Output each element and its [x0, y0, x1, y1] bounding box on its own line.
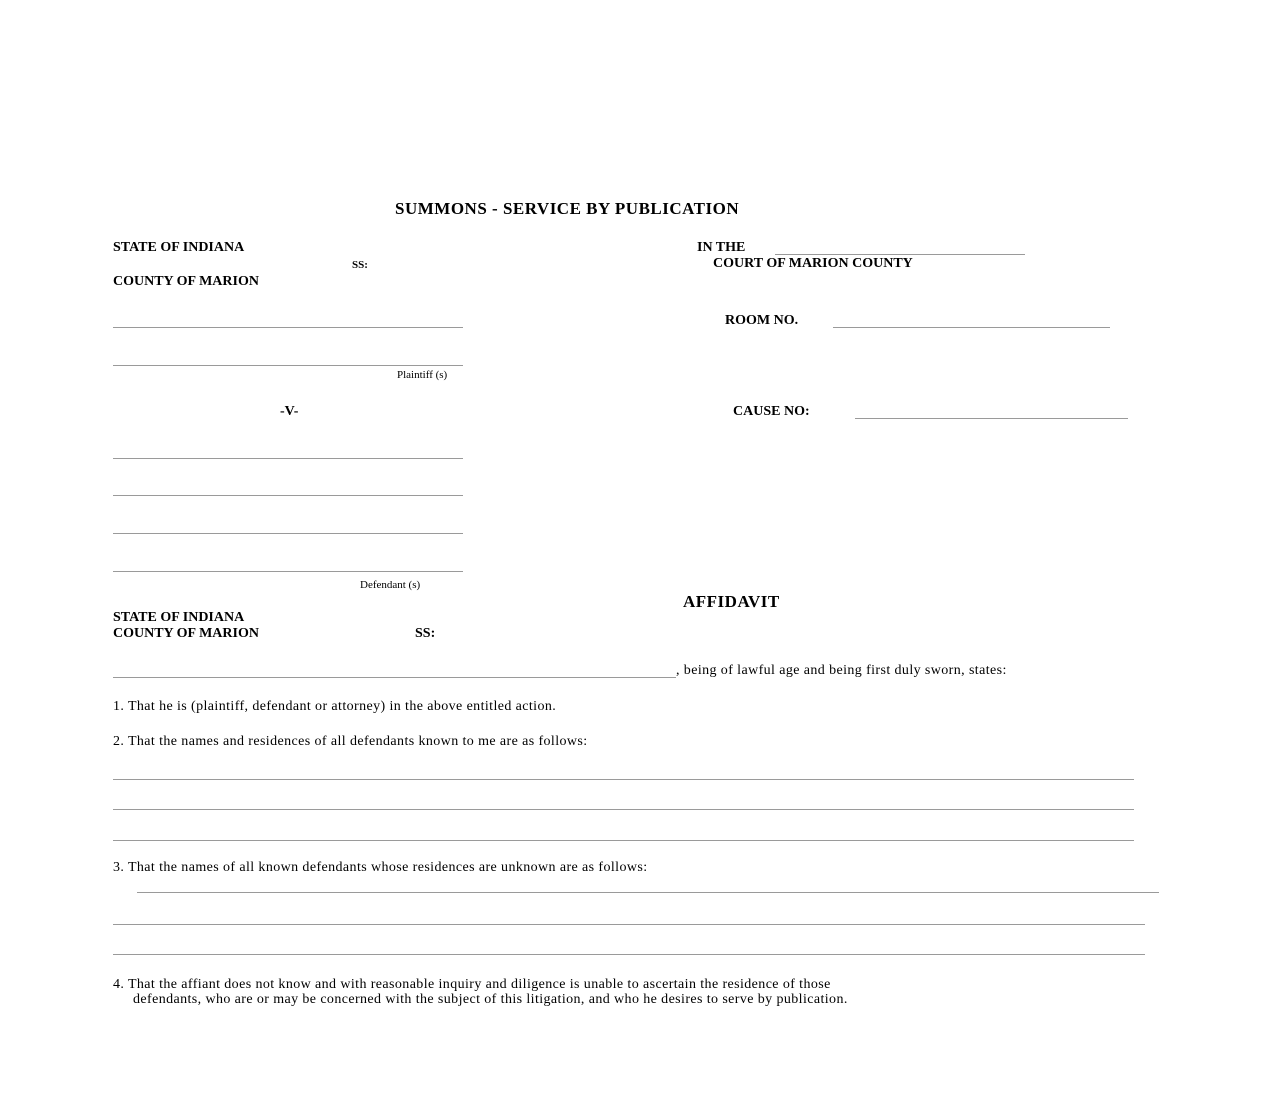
defendant-field-4[interactable]: [113, 571, 463, 572]
unknown-residence-field-2[interactable]: [113, 924, 1145, 925]
sworn-statement: , being of lawful age and being first duly sworn, states:: [676, 663, 1007, 678]
caption-state: STATE OF INDIANA: [113, 240, 245, 255]
item-1: 1. That he is (plaintiff, defendant or attorney) in the above entitled action.: [113, 699, 557, 714]
defendant-field-3[interactable]: [113, 533, 463, 534]
item-2: 2. That the names and residences of all defendants known to me are as follows:: [113, 734, 588, 749]
room-no-label: ROOM NO.: [725, 313, 799, 328]
affidavit-county: COUNTY OF MARION: [113, 626, 259, 641]
defendant-field-1[interactable]: [113, 458, 463, 459]
in-the-label: IN THE: [697, 240, 746, 255]
known-defendants-field-1[interactable]: [113, 779, 1134, 780]
defendant-label: Defendant (s): [360, 579, 421, 591]
affidavit-heading: AFFIDAVIT: [683, 592, 780, 611]
plaintiff-label: Plaintiff (s): [397, 369, 448, 381]
plaintiff-field-1[interactable]: [113, 327, 463, 328]
unknown-residence-field-3[interactable]: [113, 954, 1145, 955]
affiant-name-field[interactable]: [113, 677, 676, 678]
versus-label: -V-: [280, 404, 299, 419]
item-4-line-2: defendants, who are or may be concerned with the subject of this litigation, and who he desires to serve by publication.: [133, 992, 848, 1007]
known-defendants-field-3[interactable]: [113, 840, 1134, 841]
caption-county: COUNTY OF MARION: [113, 274, 259, 289]
affidavit-state: STATE OF INDIANA: [113, 610, 245, 625]
court-name-field[interactable]: [775, 254, 1025, 255]
caption-ss: SS:: [352, 259, 368, 271]
item-3: 3. That the names of all known defendants whose residences are unknown are as follows:: [113, 860, 648, 875]
unknown-residence-field-1[interactable]: [137, 892, 1159, 893]
room-no-field[interactable]: [833, 327, 1110, 328]
affidavit-ss: SS:: [415, 626, 436, 641]
cause-no-label: CAUSE NO:: [733, 404, 810, 419]
court-label: COURT OF MARION COUNTY: [713, 256, 913, 271]
known-defendants-field-2[interactable]: [113, 809, 1134, 810]
cause-no-field[interactable]: [855, 418, 1128, 419]
defendant-field-2[interactable]: [113, 495, 463, 496]
plaintiff-field-2[interactable]: [113, 365, 463, 366]
document-title: SUMMONS - SERVICE BY PUBLICATION: [395, 199, 740, 218]
item-4-line-1: 4. That the affiant does not know and with reasonable inquiry and diligence is unable to ascertain the residence of those: [113, 977, 831, 992]
